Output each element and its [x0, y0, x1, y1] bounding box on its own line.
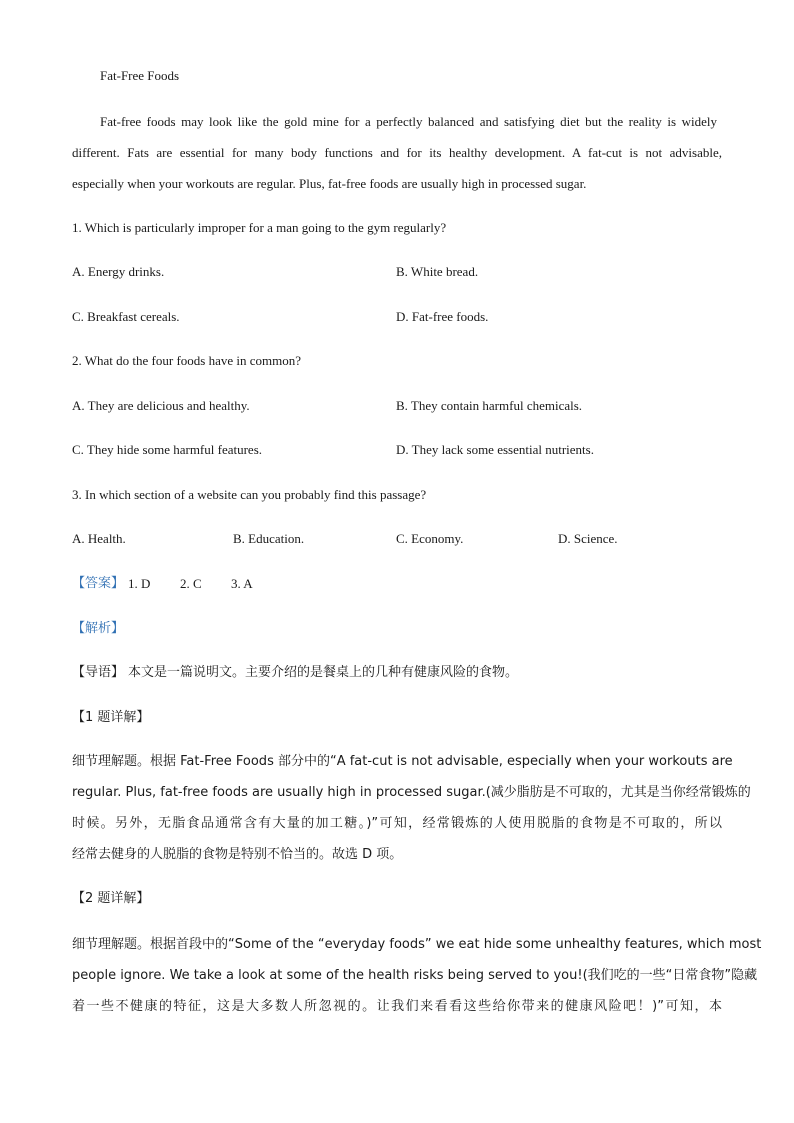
question-3-option-b: B. Education. [233, 531, 305, 546]
answer-item-1: 1. D [128, 576, 151, 591]
question-2-option-d: D. They lack some essential nutrients. [396, 442, 594, 457]
q2-detail-line-3: 着一些不健康的特征，这是大多数人所忽视的。让我们来看看这些给你带来的健康风险吧！)”可知，本 [72, 999, 722, 1014]
q1-detail-line-4: 经常去健身的人脱脂的食物是特别不恰当的。故选 D 项。 [72, 847, 403, 862]
analysis-label: 【解析】 [72, 621, 125, 636]
question-1-option-c: C. Breakfast cereals. [72, 309, 180, 324]
question-2-stem: 2. What do the four foods have in common? [72, 353, 302, 368]
question-1-stem: 1. Which is particularly improper for a man going to the gym regularly? [72, 220, 447, 235]
question-1-option-b: B. White bread. [396, 264, 479, 279]
q1-detail-label: 【1 题详解】 [72, 710, 150, 725]
question-3-stem: 3. In which section of a website can you probably find this passage? [72, 487, 427, 502]
q2-detail-line-2: people ignore. We take a look at some of the health risks being served to you!(我们吃的一些“日常食物”隐藏 [72, 968, 758, 983]
passage-title: Fat-Free Foods [100, 68, 180, 83]
guide-text: 本文是一篇说明文。主要介绍的是餐桌上的几种有健康风险的食物。 [128, 665, 519, 680]
question-3-option-c: C. Economy. [396, 531, 464, 546]
question-3-option-d: D. Science. [558, 531, 618, 546]
question-1-option-a: A. Energy drinks. [72, 264, 165, 279]
q2-detail-label: 【2 题详解】 [72, 891, 150, 906]
q1-detail-line-2: regular. Plus, fat-free foods are usually high in processed sugar.(减少脂肪是不可取的，尤其是当你经常锻炼的 [72, 785, 751, 800]
q1-detail-line-3: 时候。另外，无脂食品通常含有大量的加工糖。)”可知，经常锻炼的人使用脱脂的食物是不可取的，所以 [72, 816, 722, 831]
question-2-option-a: A. They are delicious and healthy. [72, 398, 250, 413]
passage-line-1: Fat-free foods may look like the gold mine for a perfectly balanced and satisfying diet but the reality is widely [100, 114, 717, 129]
answer-item-3: 3. A [231, 576, 253, 591]
q2-detail-line-1: 细节理解题。根据首段中的“Some of the “everyday foods” we eat hide some unhealthy features, which most [72, 937, 762, 952]
question-3-option-a: A. Health. [72, 531, 126, 546]
question-2-option-b: B. They contain harmful chemicals. [396, 398, 583, 413]
passage-line-2: different. Fats are essential for many body functions and for its healthy development. A fat-cut is not advisable, [72, 145, 722, 160]
question-1-option-d: D. Fat-free foods. [396, 309, 489, 324]
q1-detail-line-1: 细节理解题。根据 Fat-Free Foods 部分中的“A fat-cut is not advisable, especially when your workouts are [72, 754, 733, 769]
guide-label: 【导语】 [72, 665, 125, 680]
answer-item-2: 2. C [180, 576, 202, 591]
question-2-option-c: C. They hide some harmful features. [72, 442, 263, 457]
answer-label: 【答案】 [72, 576, 125, 591]
passage-line-3: especially when your workouts are regular. Plus, fat-free foods are usually high in processed sugar. [72, 176, 587, 191]
